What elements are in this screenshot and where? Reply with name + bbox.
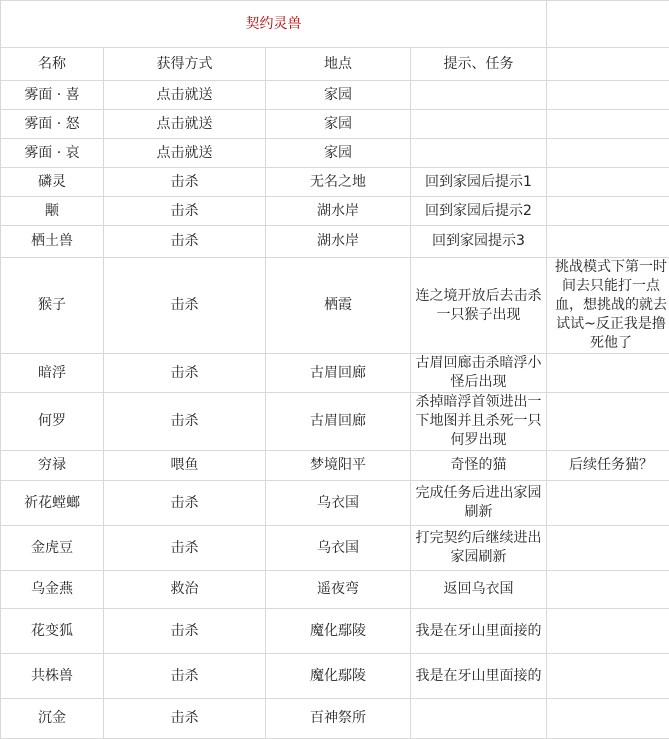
cell-tip: 奇怪的猫 (411, 451, 547, 481)
cell-place: 家园 (266, 139, 411, 168)
cell-name: 磷灵 (1, 168, 104, 197)
cell-place: 乌衣国 (266, 481, 411, 526)
table-row (1, 609, 669, 654)
cell-name: 金虎豆 (1, 526, 104, 571)
table-row (1, 139, 669, 168)
table-row (1, 654, 669, 699)
table-row (1, 258, 669, 354)
header-name: 名称 (1, 48, 104, 81)
table-row (1, 451, 669, 481)
cell-method: 救治 (104, 571, 266, 609)
table-row (1, 197, 669, 226)
cell-method: 击杀 (104, 197, 266, 226)
table-row (1, 481, 669, 526)
cell-method: 击杀 (104, 354, 266, 393)
cell-note (547, 197, 669, 226)
cell-note (547, 354, 669, 393)
cell-place: 梦境阳平 (266, 451, 411, 481)
cell-name: 雾面 · 哀 (1, 139, 104, 168)
title-row (1, 1, 669, 48)
cell-name: 沉金 (1, 699, 104, 739)
cell-name: 何罗 (1, 393, 104, 451)
cell-note: 后续任务猫？ (547, 451, 669, 481)
cell-method: 点击就送 (104, 81, 266, 110)
cell-method: 击杀 (104, 226, 266, 258)
cell-method: 击杀 (104, 526, 266, 571)
table-row (1, 226, 669, 258)
cell-tip: 连之境开放后去击杀一只猴子出现 (411, 258, 547, 354)
cell-name: 穷禄 (1, 451, 104, 481)
cell-note (547, 654, 669, 699)
cell-place: 湖水岸 (266, 197, 411, 226)
cell-tip: 打完契约后继续进出家园刷新 (411, 526, 547, 571)
cell-tip: 杀掉暗浮首领进出一下地图并且杀死一只何罗出现 (411, 393, 547, 451)
cell-tip: 我是在牙山里面接的 (411, 609, 547, 654)
header-note (547, 48, 669, 81)
cell-place: 魔化鄢陵 (266, 609, 411, 654)
table-row (1, 571, 669, 609)
cell-tip (411, 139, 547, 168)
cell-name: 暗浮 (1, 354, 104, 393)
cell-name: 猴子 (1, 258, 104, 354)
cell-place: 栖霞 (266, 258, 411, 354)
cell-method: 击杀 (104, 393, 266, 451)
cell-method: 击杀 (104, 699, 266, 739)
cell-place: 乌衣国 (266, 526, 411, 571)
cell-note (547, 81, 669, 110)
cell-place: 古眉回廊 (266, 393, 411, 451)
cell-tip: 完成任务后进出家园刷新 (411, 481, 547, 526)
cell-note (547, 481, 669, 526)
cell-method: 击杀 (104, 168, 266, 197)
header-row (1, 48, 669, 81)
cell-tip: 古眉回廊击杀暗浮小怪后出现 (411, 354, 547, 393)
cell-method: 击杀 (104, 609, 266, 654)
header-place: 地点 (266, 48, 411, 81)
cell-tip: 回到家园后提示1 (411, 168, 547, 197)
cell-method: 击杀 (104, 654, 266, 699)
table-row (1, 526, 669, 571)
cell-name: 花变狐 (1, 609, 104, 654)
cell-note (547, 110, 669, 139)
cell-tip: 我是在牙山里面接的 (411, 654, 547, 699)
cell-note (547, 699, 669, 739)
cell-place: 家园 (266, 81, 411, 110)
cell-place: 湖水岸 (266, 226, 411, 258)
cell-note (547, 526, 669, 571)
cell-place: 家园 (266, 110, 411, 139)
cell-place: 无名之地 (266, 168, 411, 197)
cell-name: 乌金燕 (1, 571, 104, 609)
cell-note: 挑战模式下第一时间去只能打一点血，想挑战的就去试试~反正我是撸死他了 (547, 258, 669, 354)
cell-name: 栖土兽 (1, 226, 104, 258)
cell-tip: 返回乌衣国 (411, 571, 547, 609)
cell-place: 百神祭所 (266, 699, 411, 739)
cell-tip: 回到家园后提示2 (411, 197, 547, 226)
table-row (1, 81, 669, 110)
title-blank-cell (547, 1, 669, 48)
cell-name: 雾面 · 喜 (1, 81, 104, 110)
cell-place: 遥夜弯 (266, 571, 411, 609)
table-row (1, 393, 669, 451)
cell-place: 魔化鄢陵 (266, 654, 411, 699)
cell-tip (411, 110, 547, 139)
table-body (1, 1, 669, 739)
table-row (1, 168, 669, 197)
cell-note (547, 393, 669, 451)
header-tip: 提示、任务 (411, 48, 547, 81)
table-row (1, 699, 669, 739)
cell-method: 喂鱼 (104, 451, 266, 481)
cell-name: 祈花螳螂 (1, 481, 104, 526)
table-row (1, 110, 669, 139)
table-title: 契约灵兽 (1, 1, 547, 48)
table-row (1, 354, 669, 393)
cell-name: 颙 (1, 197, 104, 226)
cell-note (547, 609, 669, 654)
header-method: 获得方式 (104, 48, 266, 81)
cell-tip: 回到家园提示3 (411, 226, 547, 258)
cell-tip (411, 699, 547, 739)
cell-method: 点击就送 (104, 139, 266, 168)
cell-method: 击杀 (104, 481, 266, 526)
cell-method: 点击就送 (104, 110, 266, 139)
cell-place: 古眉回廊 (266, 354, 411, 393)
cell-note (547, 571, 669, 609)
cell-name: 雾面 · 怒 (1, 110, 104, 139)
cell-note (547, 168, 669, 197)
cell-note (547, 139, 669, 168)
cell-method: 击杀 (104, 258, 266, 354)
cell-tip (411, 81, 547, 110)
cell-name: 共株兽 (1, 654, 104, 699)
cell-note (547, 226, 669, 258)
